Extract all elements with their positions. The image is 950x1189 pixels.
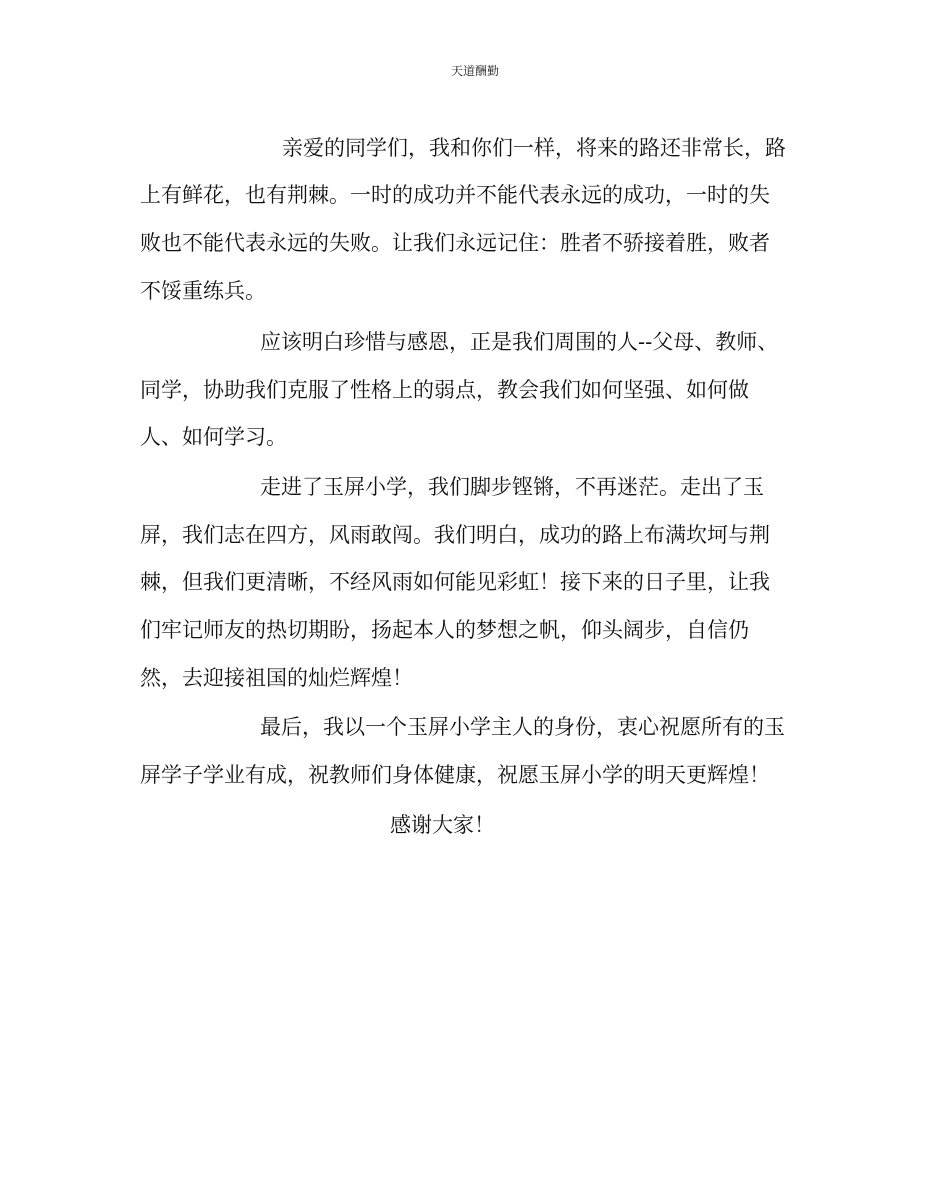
paragraph-1-line-2: 上有鲜花，也有荆棘。一时的成功并不能代表永远的成功，一时的失 [140,183,770,207]
closing-thanks: 感谢大家！ [390,813,495,837]
paragraph-4-line-2: 屏学子学业有成，祝教师们身体健康，祝愿玉屏小学的明天更辉煌！ [140,763,770,787]
paragraph-2-line-1: 应该明白珍惜与感恩，正是我们周围的人--父母、教师、 [260,330,779,354]
paragraph-2-line-2: 同学，协助我们克服了性格上的弱点，教会我们如何坚强、如何做 [140,378,749,402]
paragraph-2-line-3: 人、如何学习。 [140,425,287,449]
paragraph-4-line-1: 最后，我以一个玉屏小学主人的身份，衷心祝愿所有的玉 [260,715,785,739]
paragraph-1-line-1: 亲爱的同学们，我和你们一样，将来的路还非常长，路 [282,136,786,160]
paragraph-3-line-5: 然，去迎接祖国的灿烂辉煌！ [140,666,413,690]
paragraph-3-line-1: 走进了玉屏小学，我们脚步铿锵，不再迷茫。走出了玉 [260,475,764,499]
paragraph-3-line-3: 棘，但我们更清晰，不经风雨如何能见彩虹！接下来的日子里，让我 [140,570,770,594]
page-header: 天道酬勤 [450,64,499,78]
paragraph-1-line-4: 不馁重练兵。 [140,279,266,303]
paragraph-3-line-2: 屏，我们志在四方，风雨敢闯。我们明白，成功的路上布满坎坷与荆 [140,523,770,547]
paragraph-3-line-4: 们牢记师友的热切期盼，扬起本人的梦想之帆，仰头阔步，自信仍 [140,618,749,642]
paragraph-1-line-3: 败也不能代表永远的失败。让我们永远记住：胜者不骄接着胜，败者 [140,231,770,255]
